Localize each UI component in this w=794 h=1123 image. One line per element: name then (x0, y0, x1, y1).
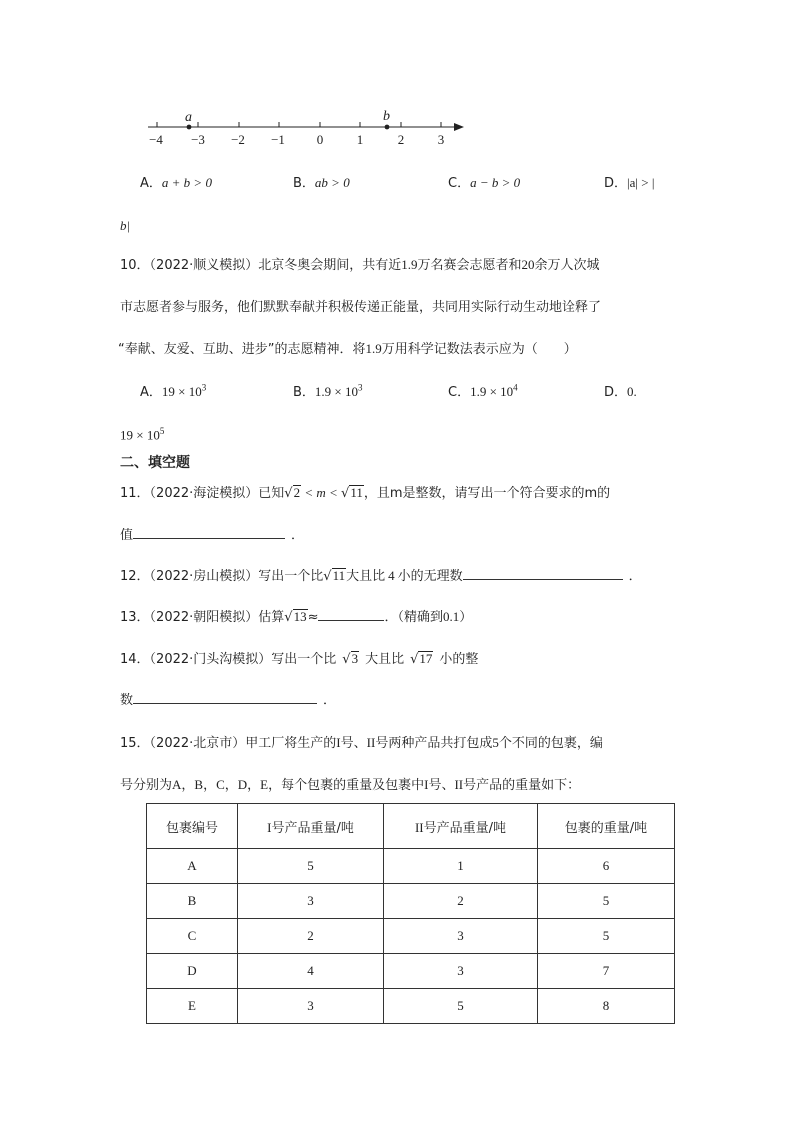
table-row (147, 849, 675, 884)
tick-label-0: 0 (316, 132, 324, 147)
section-title: 二、填空题 (120, 455, 190, 471)
q12-line (120, 565, 642, 584)
table-cell: B (147, 884, 238, 919)
table-row (147, 884, 675, 919)
question-source: （2022·顺义模拟） (149, 258, 259, 273)
q9-option-d-cont: b| (120, 218, 131, 233)
option-expr: a + b > 0 (161, 175, 212, 190)
q14-line2 (120, 689, 336, 708)
q15-text: ，每个包裹的重量及包裹中 (268, 778, 425, 793)
q14-text: 小的整 (439, 652, 479, 667)
answer-blank[interactable] (318, 606, 384, 621)
header-roman: I (267, 819, 272, 835)
q15-line2 (120, 774, 580, 793)
q9-option-b[interactable] (293, 172, 350, 191)
q11-ineq: < m < (301, 485, 342, 500)
q14-text: 大且比 (365, 652, 405, 667)
q10-option-b[interactable] (293, 381, 363, 400)
tick-label-neg2: −2 (231, 132, 245, 147)
q11-text: ，且m是整数，请写出一个符合要求的m的 (363, 486, 611, 501)
table-cell: 3 (238, 989, 384, 1024)
header-product-2-weight (384, 804, 538, 849)
table-row (147, 954, 675, 989)
header-package-id: 包裹编号 (147, 804, 238, 849)
point-b-dot (385, 125, 390, 130)
option-expr: a − b > 0 (470, 175, 521, 190)
tick-label-2: 2 (397, 132, 405, 147)
q15-num: 5 (492, 735, 499, 750)
number-line-ticks (157, 122, 441, 127)
question-number: 11． (120, 486, 150, 501)
q10-option-d[interactable] (604, 381, 637, 400)
table-cell: 5 (384, 989, 538, 1024)
q13-line (120, 606, 472, 625)
q15-roman: II (366, 735, 376, 750)
question-source: （2022·门头沟模拟） (149, 652, 272, 667)
table-cell: 2 (384, 884, 538, 919)
option-expr: ab > 0 (314, 175, 350, 190)
table-cell: 1 (384, 849, 538, 884)
table-cell: 4 (238, 954, 384, 989)
table-cell: 6 (538, 849, 675, 884)
q14-line1 (120, 648, 478, 667)
option-label: D． (604, 385, 628, 400)
q12-radicand: 11 (332, 568, 346, 583)
table-cell: 3 (384, 919, 538, 954)
q11-radicand: 11 (350, 485, 363, 500)
table-cell: 8 (538, 989, 675, 1024)
option-expr: 19 × 10 (161, 384, 202, 399)
point-a-dot (187, 125, 192, 130)
tick-label-neg1: −1 (271, 132, 285, 147)
option-expr: 19 × 10 (120, 427, 160, 443)
option-exp: 5 (159, 426, 165, 436)
table-cell: D (147, 954, 238, 989)
question-number: 10． (120, 258, 150, 273)
q15-text: 号、 (428, 778, 455, 793)
tick-label-3: 3 (437, 132, 445, 147)
q11-line1 (120, 482, 610, 501)
header-product-1-weight (238, 804, 384, 849)
table-cell: 2 (238, 919, 384, 954)
q9-option-d[interactable] (604, 172, 654, 191)
q10-num: 1.9 (401, 257, 418, 272)
header-package-weight: 包裹的重量/吨 (538, 804, 675, 849)
option-label: B． (293, 176, 315, 191)
q10-line2: 市志愿者参与服务，他们默默奉献并积极传递正能量，共同用实际行动生动地诠释了 (120, 300, 602, 315)
option-label: B． (293, 385, 315, 400)
question-source: （2022·北京市） (149, 736, 246, 751)
table-cell: A (147, 849, 238, 884)
table-cell: 3 (238, 884, 384, 919)
q10-text: “奉献、友爱、互助、进步”的志愿精神．将 (118, 342, 366, 357)
option-expr: 0. (627, 384, 637, 399)
q13-text: 估算 (258, 610, 285, 625)
q15-roman: II (454, 777, 464, 792)
q15-text: 号两种产品共打包成 (375, 736, 493, 751)
tick-label-1: 1 (356, 132, 364, 147)
question-number: 13． (120, 610, 150, 625)
option-exp: 3 (358, 382, 363, 393)
q10-num: 1.9 (365, 341, 382, 356)
header-text: 号产品重量/吨 (423, 820, 507, 836)
question-source: （2022·海淀模拟） (149, 486, 259, 501)
option-exp: 3 (201, 382, 207, 393)
option-label: A． (140, 385, 162, 400)
answer-blank[interactable] (133, 689, 317, 704)
q9-option-a[interactable] (140, 172, 212, 191)
question-number: 15． (120, 736, 150, 751)
option-label: A． (140, 176, 162, 191)
q13-num: 0.1 (443, 609, 460, 624)
q10-option-d-cont (120, 426, 164, 443)
sqrt-icon: √ (410, 652, 419, 667)
q15-roman: I (336, 735, 341, 750)
header-text: 号产品重量/吨 (271, 820, 354, 836)
q11-text: 值 (120, 528, 134, 543)
question-number: 14． (120, 652, 150, 667)
q14-radicand: 17 (419, 651, 433, 666)
option-expr: 1.9 × 10 (314, 384, 359, 399)
sqrt-icon: √ (323, 569, 332, 584)
package-weight-table (146, 803, 675, 1024)
question-source: （2022·朝阳模拟） (149, 610, 259, 625)
q10-text: 万用科学记数法表示应为（ ） (381, 342, 577, 357)
sqrt-icon: √ (342, 652, 351, 667)
q15-text: 号、 (340, 736, 367, 751)
q15-line1 (120, 732, 603, 751)
tick-label-neg4: −4 (149, 132, 163, 147)
table-row (147, 919, 675, 954)
point-a-label: a (185, 110, 192, 125)
q13-text: ．（精确到 (384, 610, 443, 625)
q15-text: 号产品的重量如下： (463, 778, 581, 793)
header-roman: II (414, 819, 424, 835)
q13-radicand: 13 (293, 609, 307, 624)
q15-text: 个不同的包裹，编 (498, 736, 603, 751)
point-b-label: b (383, 109, 390, 124)
q11-end: ． (291, 528, 305, 543)
table-cell: E (147, 989, 238, 1024)
option-label: C． (448, 176, 471, 191)
q12-num: 4 (388, 568, 395, 583)
answer-blank[interactable] (133, 524, 285, 539)
q13-text: ） (459, 610, 473, 625)
q12-text: 小的无理数 (397, 569, 463, 584)
table-cell: 7 (538, 954, 675, 989)
q11-line2 (120, 524, 304, 543)
q14-end: ． (323, 693, 337, 708)
table-cell: C (147, 919, 238, 954)
q12-end: ． (628, 569, 642, 584)
q15-text: 甲工厂将生产的 (245, 736, 337, 751)
q14-text: 数 (120, 693, 134, 708)
table-header-row (147, 804, 675, 849)
answer-blank[interactable] (463, 565, 623, 580)
sqrt-icon: √ (284, 610, 293, 625)
table-cell: 5 (538, 919, 675, 954)
question-number: 12． (120, 569, 150, 584)
table-cell: 3 (384, 954, 538, 989)
option-expr: 1.9 × 10 (470, 384, 514, 399)
table-cell: 5 (538, 884, 675, 919)
sqrt-icon: √ (341, 486, 350, 501)
number-line-figure (140, 100, 480, 156)
q12-text: 写出一个比 (258, 569, 324, 584)
q10-option-a[interactable] (140, 381, 206, 400)
table-cell: 5 (238, 849, 384, 884)
sqrt-icon: √ (284, 486, 293, 501)
q10-line1 (120, 254, 600, 273)
q10-option-c[interactable] (448, 381, 518, 400)
option-exp: 4 (513, 382, 518, 393)
q10-text: 北京冬奥会期间，共有近 (258, 258, 402, 273)
q14-text: 写出一个比 (271, 652, 337, 667)
q11-text: 已知 (258, 486, 285, 501)
q15-roman: I (424, 777, 429, 792)
option-label: C． (448, 385, 471, 400)
tick-label-neg3: −3 (191, 132, 205, 147)
q14-radicand: 3 (351, 651, 359, 666)
q11-radicand: 2 (293, 485, 301, 500)
q10-line3 (118, 338, 577, 357)
question-source: （2022·房山模拟） (149, 569, 259, 584)
option-expr: |a| > | (627, 175, 655, 190)
number-line-arrow (454, 123, 464, 131)
q10-text: 万名赛会志愿者和 (417, 258, 522, 273)
q15-text: 号分别为 (120, 778, 173, 793)
table-row (147, 989, 675, 1024)
q12-text: 大且比 (346, 569, 386, 584)
option-label: D． (604, 176, 628, 191)
q10-text: 余万人次城 (534, 258, 600, 273)
q13-approx: ≈ (307, 610, 319, 625)
q9-option-c[interactable] (448, 172, 520, 191)
q10-num: 20 (521, 257, 535, 272)
q15-letters: A，B，C，D，E (172, 777, 269, 792)
